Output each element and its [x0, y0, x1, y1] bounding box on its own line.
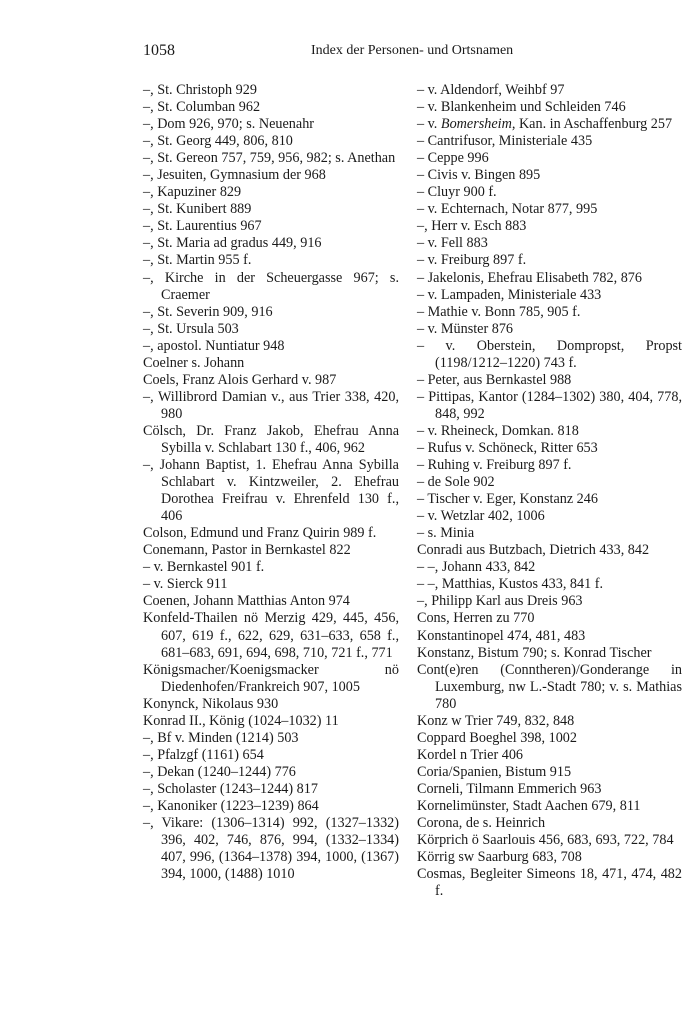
- index-entry: – –, Matthias, Kustos 433, 841 f.: [417, 576, 604, 593]
- index-entry: –, St. Laurentius 967: [143, 218, 262, 235]
- index-entry: –, Kapuziner 829: [143, 184, 242, 201]
- index-entry: – Rufus v. Schöneck, Ritter 653: [417, 439, 598, 456]
- index-entry: Coenen, Johann Matthias Anton 974: [143, 593, 350, 610]
- index-entry: Körrig sw Saarburg 683, 708: [417, 849, 582, 866]
- index-column-right: [417, 82, 682, 900]
- index-entry: –, Scholaster (1243–1244) 817: [143, 780, 318, 797]
- index-entry: Coria/Spanien, Bistum 915: [417, 763, 572, 780]
- index-entry: –, Willibrord Damian v., aus Trier 338, 420, 980: [143, 388, 399, 422]
- index-entry: –, Pfalzgf (1161) 654: [143, 746, 264, 763]
- index-entry: – Civis v. Bingen 895: [417, 167, 541, 184]
- index-entry: –, St. Martin 955 f.: [143, 252, 252, 269]
- index-entry: – v. Bernkastel 901 f.: [143, 559, 265, 576]
- index-entry: –, St. Christoph 929: [143, 82, 257, 98]
- index-entry: Conradi aus Butzbach, Dietrich 433, 842: [417, 542, 650, 559]
- index-entry: Corona, de s. Heinrich: [417, 815, 546, 832]
- index-entry: Körprich ö Saarlouis 456, 683, 693, 722, 784: [417, 832, 674, 849]
- index-entry: –, St. Columban 962: [143, 99, 261, 116]
- index-entry: –, Kirche in der Scheuergasse 967; s. Craemer: [143, 269, 399, 303]
- index-entry: Kordel n Trier 406: [417, 746, 524, 763]
- index-entry: –, St. Gereon 757, 759, 956, 982; s. Anethan: [143, 150, 396, 167]
- index-entry: – v. Aldendorf, Weihbf 97: [417, 82, 565, 98]
- index-entry: – Ceppe 996: [417, 150, 489, 167]
- index-entry: –, Philipp Karl aus Dreis 963: [417, 593, 583, 610]
- index-entry: – v. Lampaden, Ministeriale 433: [417, 286, 602, 303]
- index-entry: Konfeld-Thailen nö Merzig 429, 445, 456, 607, 619 f., 622, 629, 631–633, 658 f., 681–683, 691, 694, 698, 710, 721 f., 771: [143, 610, 399, 661]
- index-entry: –, Herr v. Esch 883: [417, 218, 527, 235]
- index-entry: Conemann, Pastor in Bernkastel 822: [143, 542, 351, 559]
- index-entry: Coppard Boeghel 398, 1002: [417, 729, 577, 746]
- index-entry: – de Sole 902: [417, 474, 495, 491]
- index-entry: –, St. Kunibert 889: [143, 201, 252, 218]
- italic-name: Bomersheim,: [440, 116, 516, 133]
- index-entry: – –, Johann 433, 842: [417, 559, 536, 576]
- index-entry: –, Kanoniker (1223–1239) 864: [143, 797, 319, 814]
- index-entry: Konrad II., König (1024–1032) 11: [143, 712, 339, 729]
- entry-text: Kan. in Aschaffenburg 257: [515, 116, 673, 133]
- index-entry: –, Johann Baptist, 1. Ehefrau Anna Sybilla Schlabart v. Kintzweiler, 2. Ehefrau Dorothea Freifrau v. Ehrenfeld 130 f., 406: [143, 457, 399, 525]
- index-entry: – v. Blankenheim und Schleiden 746: [417, 99, 626, 116]
- index-entry: Coels, Franz Alois Gerhard v. 987: [143, 371, 337, 388]
- page-header: [143, 42, 683, 64]
- index-entry: –, St. Ursula 503: [143, 320, 239, 337]
- index-column-left: [143, 82, 399, 883]
- index-entry: Cosmas, Begleiter Simeons 18, 471, 474, 482 f.: [417, 866, 682, 900]
- index-entry: – Mathie v. Bonn 785, 905 f.: [417, 303, 581, 320]
- index-entry: –, Dom 926, 970; s. Neuenahr: [143, 116, 315, 133]
- index-entry: – Tischer v. Eger, Konstanz 246: [417, 491, 598, 508]
- index-entry: – v. Freiburg 897 f.: [417, 252, 527, 269]
- index-entry: –, St. Severin 909, 916: [143, 303, 273, 320]
- index-entry: – v. Sierck 911: [143, 576, 228, 593]
- page-number: 1058: [143, 42, 175, 59]
- index-entry: Konz w Trier 749, 832, 848: [417, 712, 575, 729]
- index-entry: –, apostol. Nuntiatur 948: [143, 337, 285, 354]
- index-entry: Cons, Herren zu 770: [417, 610, 535, 627]
- index-entry: –, Vikare: (1306–1314) 992, (1327–1332) 396, 402, 746, 876, 994, (1332–1334) 407, 996, (1364–1378) 394, 1000, (1367) 394, 1000, (1488) 1010: [143, 815, 399, 883]
- index-entry: – s. Minia: [417, 525, 475, 542]
- running-title: Index der Personen- und Ortsnamen: [311, 43, 514, 58]
- index-entry: – Jakelonis, Ehefrau Elisabeth 782, 876: [417, 269, 642, 286]
- index-entry: – Cluyr 900 f.: [417, 184, 497, 201]
- index-entry: Kornelimünster, Stadt Aachen 679, 811: [417, 797, 641, 814]
- index-entry: Konstantinopel 474, 481, 483: [417, 627, 586, 644]
- index-entry: – v. Oberstein, Dompropst, Propst (1198/1212–1220) 743 f.: [417, 337, 682, 371]
- index-entry: Konstanz, Bistum 790; s. Konrad Tischer: [417, 644, 652, 661]
- index-entry: –, St. Maria ad gradus 449, 916: [143, 235, 322, 252]
- index-entry: Colson, Edmund und Franz Quirin 989 f.: [143, 525, 377, 542]
- index-entry: – Peter, aus Bernkastel 988: [417, 371, 572, 388]
- entry-text: – v.: [417, 116, 441, 133]
- index-entry: –, Dekan (1240–1244) 776: [143, 763, 296, 780]
- index-entry: –, Bf v. Minden (1214) 503: [143, 729, 299, 746]
- index-entry: – v. Echternach, Notar 877, 995: [417, 201, 598, 218]
- index-entry: Konynck, Nikolaus 930: [143, 695, 279, 712]
- index-entry: – Ruhing v. Freiburg 897 f.: [417, 457, 572, 474]
- index-entry: – v. Fell 883: [417, 235, 488, 252]
- index-entry: Cölsch, Dr. Franz Jakob, Ehefrau Anna Sybilla v. Schlabart 130 f., 406, 962: [143, 422, 399, 456]
- index-entry: Cont(e)ren (Conntheren)/Gonderange in Luxemburg, nw L.-Stadt 780; v. s. Mathias 780: [417, 661, 682, 712]
- index-entry: –, St. Georg 449, 806, 810: [143, 133, 293, 150]
- index-entry: – Cantrifusor, Ministeriale 435: [417, 133, 593, 150]
- index-entry: Königsmacher/Koenigsmacker nö Diedenhofen/Frankreich 907, 1005: [143, 661, 399, 695]
- index-entry: – v. Münster 876: [417, 320, 514, 337]
- index-entry: Corneli, Tilmann Emmerich 963: [417, 780, 602, 797]
- index-entry: – v. Wetzlar 402, 1006: [417, 508, 545, 525]
- index-entry: – v. Rheineck, Domkan. 818: [417, 422, 579, 439]
- index-entry: Coelner s. Johann: [143, 354, 245, 371]
- index-entry: – Pittipas, Kantor (1284–1302) 380, 404, 778, 848, 992: [417, 388, 682, 422]
- index-entry: [417, 116, 682, 133]
- index-entry: –, Jesuiten, Gymnasium der 968: [143, 167, 326, 184]
